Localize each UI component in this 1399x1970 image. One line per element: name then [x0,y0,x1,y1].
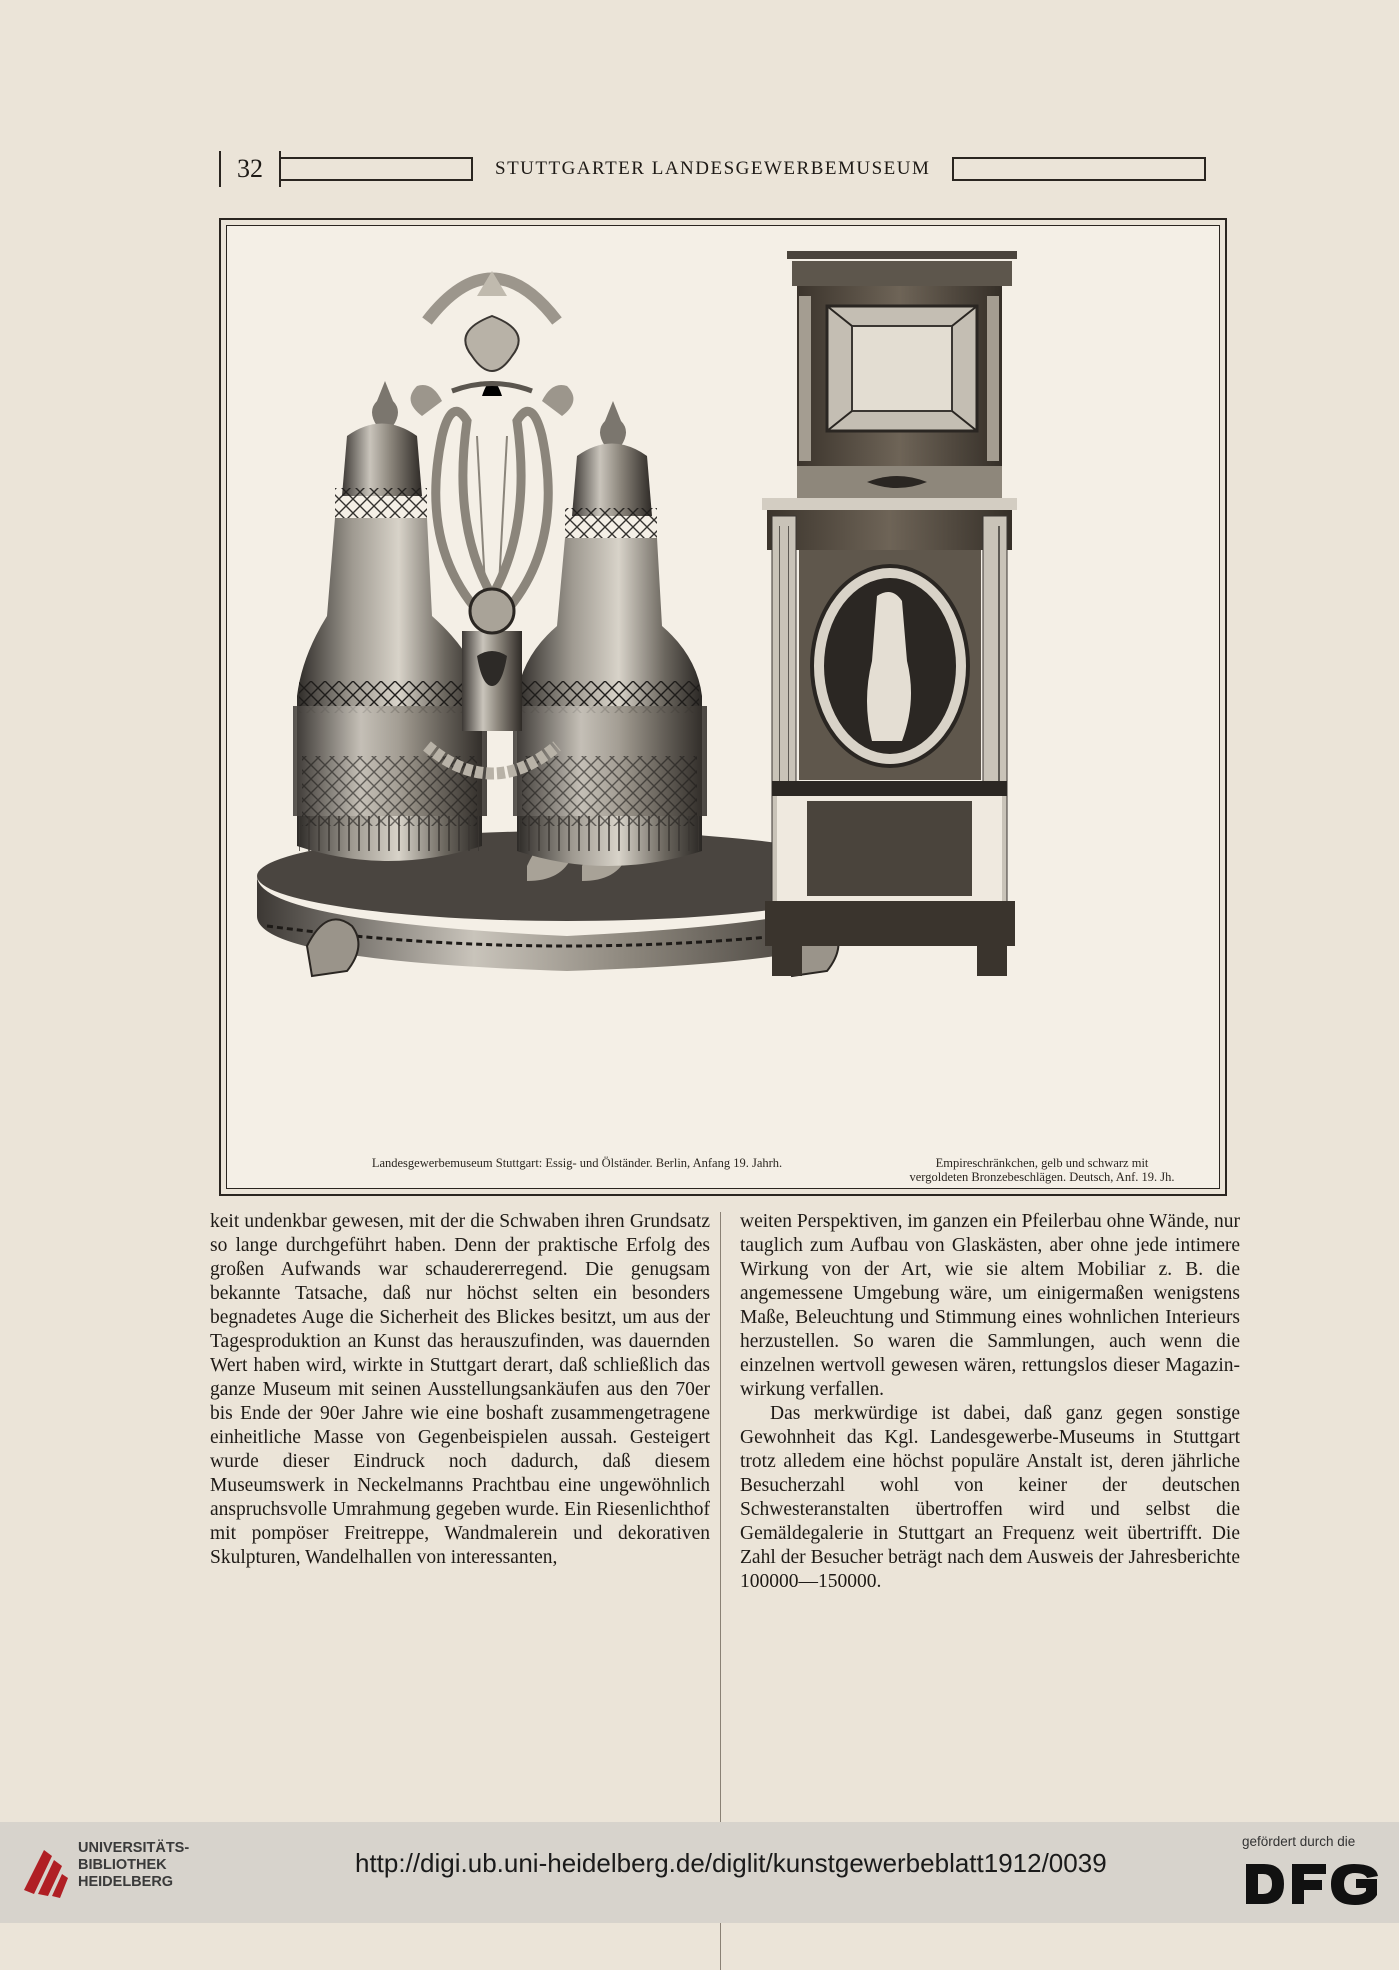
running-title: STUTTGARTER LANDESGEWERBEMUSEUM [495,158,931,179]
dfg-logo-icon [1242,1860,1380,1908]
plate-inner [226,225,1220,1189]
header-rule-left [281,157,473,181]
library-logo-icon [18,1840,70,1900]
caption-left: Landesgewerbemuseum Stuttgart: Essig- und Ölständer. Berlin, Anfang 19. Jahrh. [371,1156,783,1170]
paragraph: keit undenkbar gewesen, mit der die Schwaben ihren Grundsatz so lange durchgeführt haben. Denn der praktische Erfolg des großen Aufwands war schaudererregend. Die genugsam bekannte Tatsache, daß nur höchst selten ein besonders begnadetes Auge die Sicherheit des Blickes besitzt, um aus der Tagesproduktion an Kunst das herauszufinden, was dauernden Wert haben wird, wirkte in Stuttgart derart, daß schließlich das ganze Museum mit seinen Ausstellungsankäufen aus den 70er bis Ende der 90er Jahre wie eine boshaft zusammengetragene einheitliche Masse von Gegenbeispielen aussah. Gesteigert wurde dieser Eindruck noch dadurch, daß diesem Museumswerk in Neckelmanns Prachtbau eine ungewöhnlich anspruchsvolle Umrahmung gegeben wurde. Ein Riesenlichthof mit pompöser Freitreppe, Wandmalerein und dekorativen Skulpturen, Wandelhallen von interessanten, [210,1211,710,1568]
paragraph: Das merkwürdige ist dabei, daß ganz gegen sonstige Gewohnheit das Kgl. Landesgewerbe-Museums in Stuttgart trotz alledem eine höchst populäre Anstalt ist, deren jährliche Besucherzahl wohl von keiner der deutschen Schwesteranstalten übertroffen wird und selbst die Gemäldegalerie in Stuttgart an Frequenz weit übertrifft. Die Zahl der Besucher beträgt nach dem Ausweis der Jahresberichte 100000—150000. [740,1403,1240,1592]
caption-right-line1: Empireschränkchen, gelb und schwarz mit [935,1156,1149,1170]
library-line: BIBLIOTHEK [78,1857,167,1873]
library-line: UNIVERSITÄTS- [78,1840,190,1856]
plate-frame [219,218,1227,1196]
plate-illustration [227,226,1221,1146]
body-column-left [210,1210,710,1570]
running-header [219,150,1231,188]
funder-note: gefördert durch die [1242,1834,1356,1849]
empire-cabinet-drawing [762,251,1017,976]
caption-right [877,1156,1207,1184]
header-rule-right [952,157,1206,181]
library-name [78,1840,189,1891]
body-column-right [740,1210,1240,1594]
library-line: HEIDELBERG [78,1874,174,1890]
digitization-footer [0,1822,1399,1923]
source-url-link[interactable]: http://digi.ub.uni-heidelberg.de/diglit/kunstgewerbeblatt1912/0039 [355,1848,1107,1878]
caption-right-line2: vergoldeten Bronzebeschlägen. Deutsch, Anf. 19. Jh. [909,1170,1175,1184]
paragraph: weiten Perspektiven, im ganzen ein Pfeilerbau ohne Wände, nur tauglich zum Aufbau von Glaskästen, aber ohne jede intimere Wirkung von der Art, wie sie altem Mobiliar z. B. die angemessene Umgebung wäre, um einigermaßen wenigstens Maße, Beleuchtung und Stimmung eines wohnlichen Interieurs herzustellen. So waren die Sammlungen, auch wenn die einzelnen wertvoll gewesen wären, rettungslos dieser Magazinwirkung verfallen. [740,1211,1240,1400]
page-number: 32 [219,151,281,187]
